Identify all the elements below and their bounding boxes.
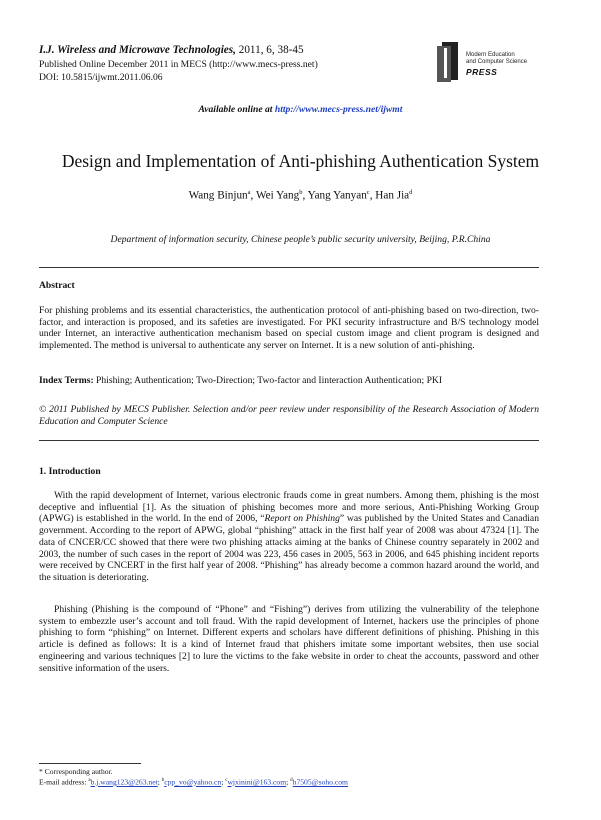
author-mark: c [366,189,370,196]
intro-p1-part-a: With the rapid development of Internet, various electronic frauds come in great numbers. Among them, phishing is the most deceptive and influential [1]. As the situation of phishing becomes more and more serious, Anti-Phishing Working Group (APWG) is established in the world. In the end of 2006, “ [39,490,539,525]
available-prefix: Available online at [198,104,275,115]
index-terms-list: Phishing; Authentication; Two-Direction; Two-factor and Iinteraction Authentication; PKI [93,375,443,386]
email-link[interactable]: b.j.wang123@263.net [90,777,158,787]
publisher-logo [434,40,554,88]
logo-press: PRESS [466,67,498,77]
logo-line-2: and Computer Science [466,58,528,65]
intro-paragraph-2: Phishing (Phishing is the compound of “Phone” and “Fishing”) derives from utilizing the vulnerability of the telephone system to embezzle user’s account and toll fraud. With the rapid development of Internet, hackers use the principles of phone phishing to form “phishing” on Internet. Different experts and scholars have different definitions of phishing. Phishing in this article is defined as follows: It is a kind of Internet fraud that phishers imitate some important websites, then use social engineering and various techniques [2] to lure the victims to the fake website in order to cheat the accounts, password and other sensitive information of the users. [39,604,539,674]
author-name: Han Jia [375,189,410,202]
email-mark: a [88,778,91,783]
email-mark: d [290,778,293,783]
author-name: Yang Yanyan [307,189,367,202]
journal-url-link[interactable]: http://www.mecs-press.net/ijwmt [274,104,403,115]
author-sep: , [369,189,376,202]
intro-paragraph-1 [39,490,539,584]
footnote-corresponding: * Corresponding author. [39,767,113,776]
doi-line: DOI: 10.5815/ijwmt.2011.06.06 [39,72,163,83]
index-terms [39,375,539,387]
abstract-top-rule [39,267,539,268]
email-sep: ; [157,777,162,787]
intro-p1-report-title: Report on Phishing [264,513,340,525]
journal-issue: 2011, 6, 38-45 [238,44,304,56]
journal-title: I.J. Wireless and Microwave Technologies, [39,44,236,56]
author-mark: a [247,189,251,196]
author-mark: d [409,189,413,196]
email-mark: c [225,778,228,783]
affiliation: Department of information security, Chinese people’s public security university, Beijing, P.R.China [110,234,491,245]
author-mark: b [299,189,303,196]
author-name: Wei Yang [255,189,300,202]
email-link[interactable]: wjxinini@163.com [227,777,287,787]
footnote-rule [39,763,141,764]
author-name: Wang Binjun [188,189,248,202]
email-mark: b [161,778,165,783]
journal-header [39,44,304,56]
author-sep: , [250,189,256,202]
email-label: E-mail address: [39,777,89,787]
paper-title: Design and Implementation of Anti-phishing Authentication System [61,151,540,171]
section-heading-introduction: 1. Introduction [39,466,101,477]
footnote-emails [39,776,348,787]
abstract-body: For phishing problems and its essential characteristics, the authentication protocol of anti-phishing based on two-direction, two-factor, and interaction is proposed, and its safeties are investigated. For PKI security infrastructure and B/S technology model under Internet, an interactive authentication mechanism based on special custom image and client program is designed and implemented. The method is universal to authenticate any server on Internet. It is a new solution of anti-phishing. [39,305,539,352]
intro-p1-part-b: ” was published by the United States and Canadian government. According to the report of APWG, global “phishing” attack in the first half year of 2008 was about 47324 [1]. The data of CNCER/CC showed that there were two phishing attacks aiming at the banks of Chinese country separately in 2002 and 2003, the number of such cases in the report of 2004 was 223, 456 cases in 2005, 563 in 2006, and 645 phishing incident reports were received by CNCERT in the first half year of 2008. “Phishing” has already become a common hazard around the world, and the situation is deteriorating. [39,513,539,583]
email-sep: ; [221,777,226,787]
abstract-heading: Abstract [39,280,75,291]
email-link[interactable]: h7505@soho.com [292,777,348,787]
available-online [0,104,601,115]
email-sep: ; [286,777,291,787]
book-stack-icon [434,40,466,84]
published-line: Published Online December 2011 in MECS (http://www.mecs-press.net) [39,59,318,70]
abstract-bottom-rule [39,440,539,441]
logo-line-1: Modern Education [466,52,515,58]
copyright-notice: © 2011 Published by MECS Publisher. Selection and/or peer review under responsibility of the Research Association of Modern Education and Computer Science [39,404,539,427]
author-list [0,186,601,203]
index-terms-label: Index Terms: [39,375,94,386]
email-link[interactable]: cpp_vo@yahoo.cn [164,777,222,787]
author-sep: , [302,189,308,202]
